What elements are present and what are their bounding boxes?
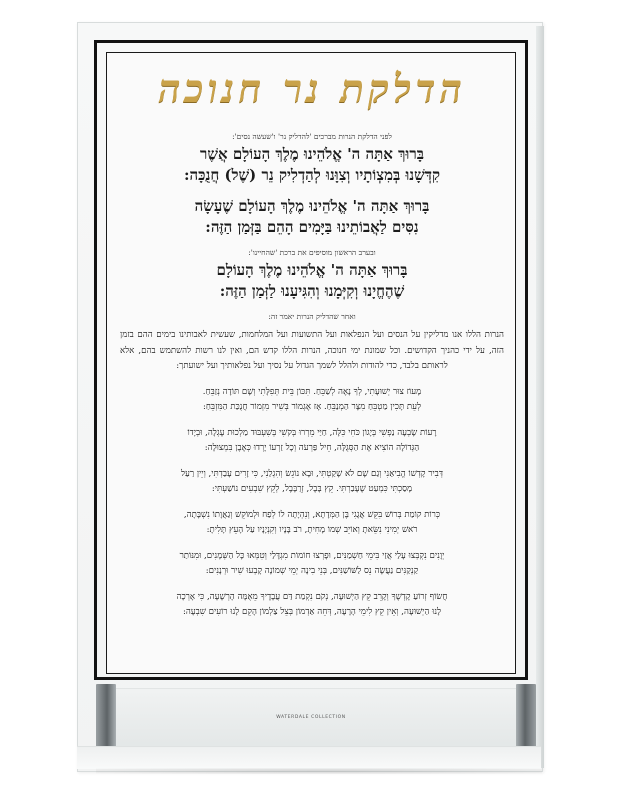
blessing-line: בָּרוּךְ אַתָּה ה' אֱלֹהֵינוּ מֶלֶךְ הָעוֹלָם אֲשֶׁר (200, 145, 424, 163)
blessing-line: נִסִּים לַאֲבוֹתֵינוּ בַּיָּמִים הָהֵם בַּזְּמַן הַזֶּה: (205, 218, 419, 236)
blessing-sheasa-nisim (118, 196, 506, 238)
blessing-line: בָּרוּךְ אַתָּה ה' אֱלֹהֵינוּ מֶלֶךְ הָעוֹלָם (216, 261, 408, 279)
stanza-line: מָעוֹז צוּר יְשׁוּעָתִי, לְךָ נָאֶה לְשַׁבֵּחַ. תִּכּוֹן בֵּית תְּפִלָּתִי וְשָׁם תּוֹדָה נְזַבֵּחַ. (202, 386, 422, 397)
plaque-title: הדלקת נר חנוכה (158, 66, 466, 112)
blessing-line: קִדְּשָׁנוּ בְּמִצְוֹתָיו וְצִוָּנוּ לְהַדְלִיק נֵר (שֶׁל) חֲנֻכָּה: (183, 166, 441, 184)
maoz-tzur-stanza (118, 590, 506, 620)
stanza-line: הַגְּדוֹלָה הוֹצִיא אֶת הַסְּגֻלָּה, חֵיל פַּרְעֹה וְכָל זַרְעוֹ יָרְדוּ כְּאֶבֶן בִּמְצוּלָה: (204, 442, 420, 453)
stanza-line: מָסַכְתִּי כִּמְעַט שֶׁעָבַרְתִּי. קֵץ בָּבֶל, זְרֻבָּבֶל, לְקֵץ שִׁבְעִים נוֹשַׁעְתִּי: (211, 483, 413, 494)
maoz-tzur-stanza (118, 426, 506, 456)
stanza-line: כְּרוֹת קוֹמַת בְּרוֹשׁ בִּקֵּשׁ אֲגָגִי בֶּן הַמְּדָתָא, וְנִהְיָתָה לוֹ לְפַח וּלְמוֹקֵשׁ וְגַאֲוָתוֹ נִשְׁבָּתָה, (183, 509, 441, 520)
stanza-line: לְעֵת תָּכִין מַטְבֵּחַ מִצָּר הַמְנַבֵּחַ. אָז אֶגְמוֹר בְּשִׁיר מִזְמוֹר חֲנֻכַּת הַמִּזְבֵּחַ: (202, 401, 422, 412)
blessing-shehecheyanu (118, 260, 506, 302)
stanza-line: דְּבִיר קָדְשׁוֹ הֱבִיאַנִי וְגַם שָׁם לֹא שָׁקַטְתִּי, וּבָא נוֹגֵשׂ וְהִגְלַנִי, כִּי זָרִים עָבַדְתִּי, וְיֵין רַעַל (181, 468, 443, 479)
maoz-tzur-stanza (118, 549, 506, 579)
stand-post-right (516, 684, 536, 748)
stanza-line: קַנְקַנִּים נַעֲשָׂה נֵס לַשּׁוֹשַׁנִּים, בְּנֵי בִינָה יְמֵי שְׁמוֹנָה קָבְעוּ שִׁיר וּרְנָנִים: (205, 565, 419, 576)
maoz-tzur-stanza (118, 385, 506, 415)
instruction-note-3: ואחר שהדליק הנרות יאמר זה: (268, 312, 356, 321)
blessing-line: בָּרוּךְ אַתָּה ה' אֱלֹהֵינוּ מֶלֶךְ הָעוֹלָם שֶׁעָשָׂה (194, 197, 430, 215)
maoz-tzur-stanza (118, 508, 506, 538)
stanza-line: רֹאשׁ יְמִינִי נִשֵּׂאתָ וְאוֹיֵב שְׁמוֹ מָחִיתָ, רֹב בָּנָיו וְקִנְיָנָיו עַל הָעֵץ תָּלִיתָ: (206, 524, 418, 535)
plaque-content (118, 60, 506, 670)
blessing-lehadlik (118, 144, 506, 186)
blessing-line: שֶׁהֶחֱיָנוּ וְקִיְּמָנוּ וְהִגִּיעָנוּ לַזְּמַן הַזֶּה: (219, 282, 405, 300)
plaque-foot (77, 746, 541, 769)
hanerot-halalu-paragraph: הנרות הללו אנו מדליקין על הנסים ועל הנפלאות ועל התשועות ועל המלחמות, שעשית לאבותינו בימים ההם בזמן הזה, על ידי כהניך הקדושים. וכל שמונת ימי חנוכה, הנרות הללו קדש הם, ואין לנו רשות להשתמש בהם, אלא לראותם בלבד, כדי להודות ולהלל לשמך הגדול על נסיך ועל נפלאותיך ועל ישועתך: (120, 330, 504, 371)
acrylic-edge (536, 26, 544, 768)
stanza-line: רָעוֹת שָׂבְעָה נַפְשִׁי בְּיָגוֹן כֹּחִי כִּלָּה, חַיַּי מֵרְרוּ בְּקֹשִׁי בְּשִׁעְבּוּד מַלְכוּת עֶגְלָה, וּבְיָדוֹ (187, 427, 437, 438)
instruction-note-1: לפני הדלקת הנרות מברכים 'להדליק נר' ו'שעשה נסים': (232, 132, 392, 141)
stanza-line: יְוָנִים נִקְבְּצוּ עָלַי אֲזַי בִּימֵי חַשְׁמַנִּים, וּפָרְצוּ חוֹמוֹת מִגְדָּלַי וְטִמְּאוּ כָּל הַשְּׁמָנִים, וּמִנּוֹתַר (179, 550, 445, 561)
maoz-tzur-stanza (118, 467, 506, 497)
collection-label: WATERDALE COLLECTION (276, 715, 346, 720)
stanza-line: חֲשׂוֹף זְרוֹעַ קָדְשֶׁךָ וְקָרֵב קֵץ הַיְשׁוּעָה, נְקֹם נִקְמַת דַּם עֲבָדֶיךָ מֵאֻמָּה הָרְשָׁעָה, כִּי אָרְכָה (176, 591, 448, 602)
instruction-note-2: ובערב הראשון מוסיפים את ברכת 'שהחיינו': (248, 248, 376, 257)
floor-shadow (96, 768, 542, 774)
stand-post-left (96, 684, 116, 748)
stanza-line: לָנוּ הַיְשׁוּעָה, וְאֵין קֵץ לִימֵי הָרָעָה, דְּחֵה אַדְמוֹן בְּצֵל צַלְמוֹן הָקֵם לָנוּ רוֹעִים שִׁבְעָה: (182, 606, 442, 617)
